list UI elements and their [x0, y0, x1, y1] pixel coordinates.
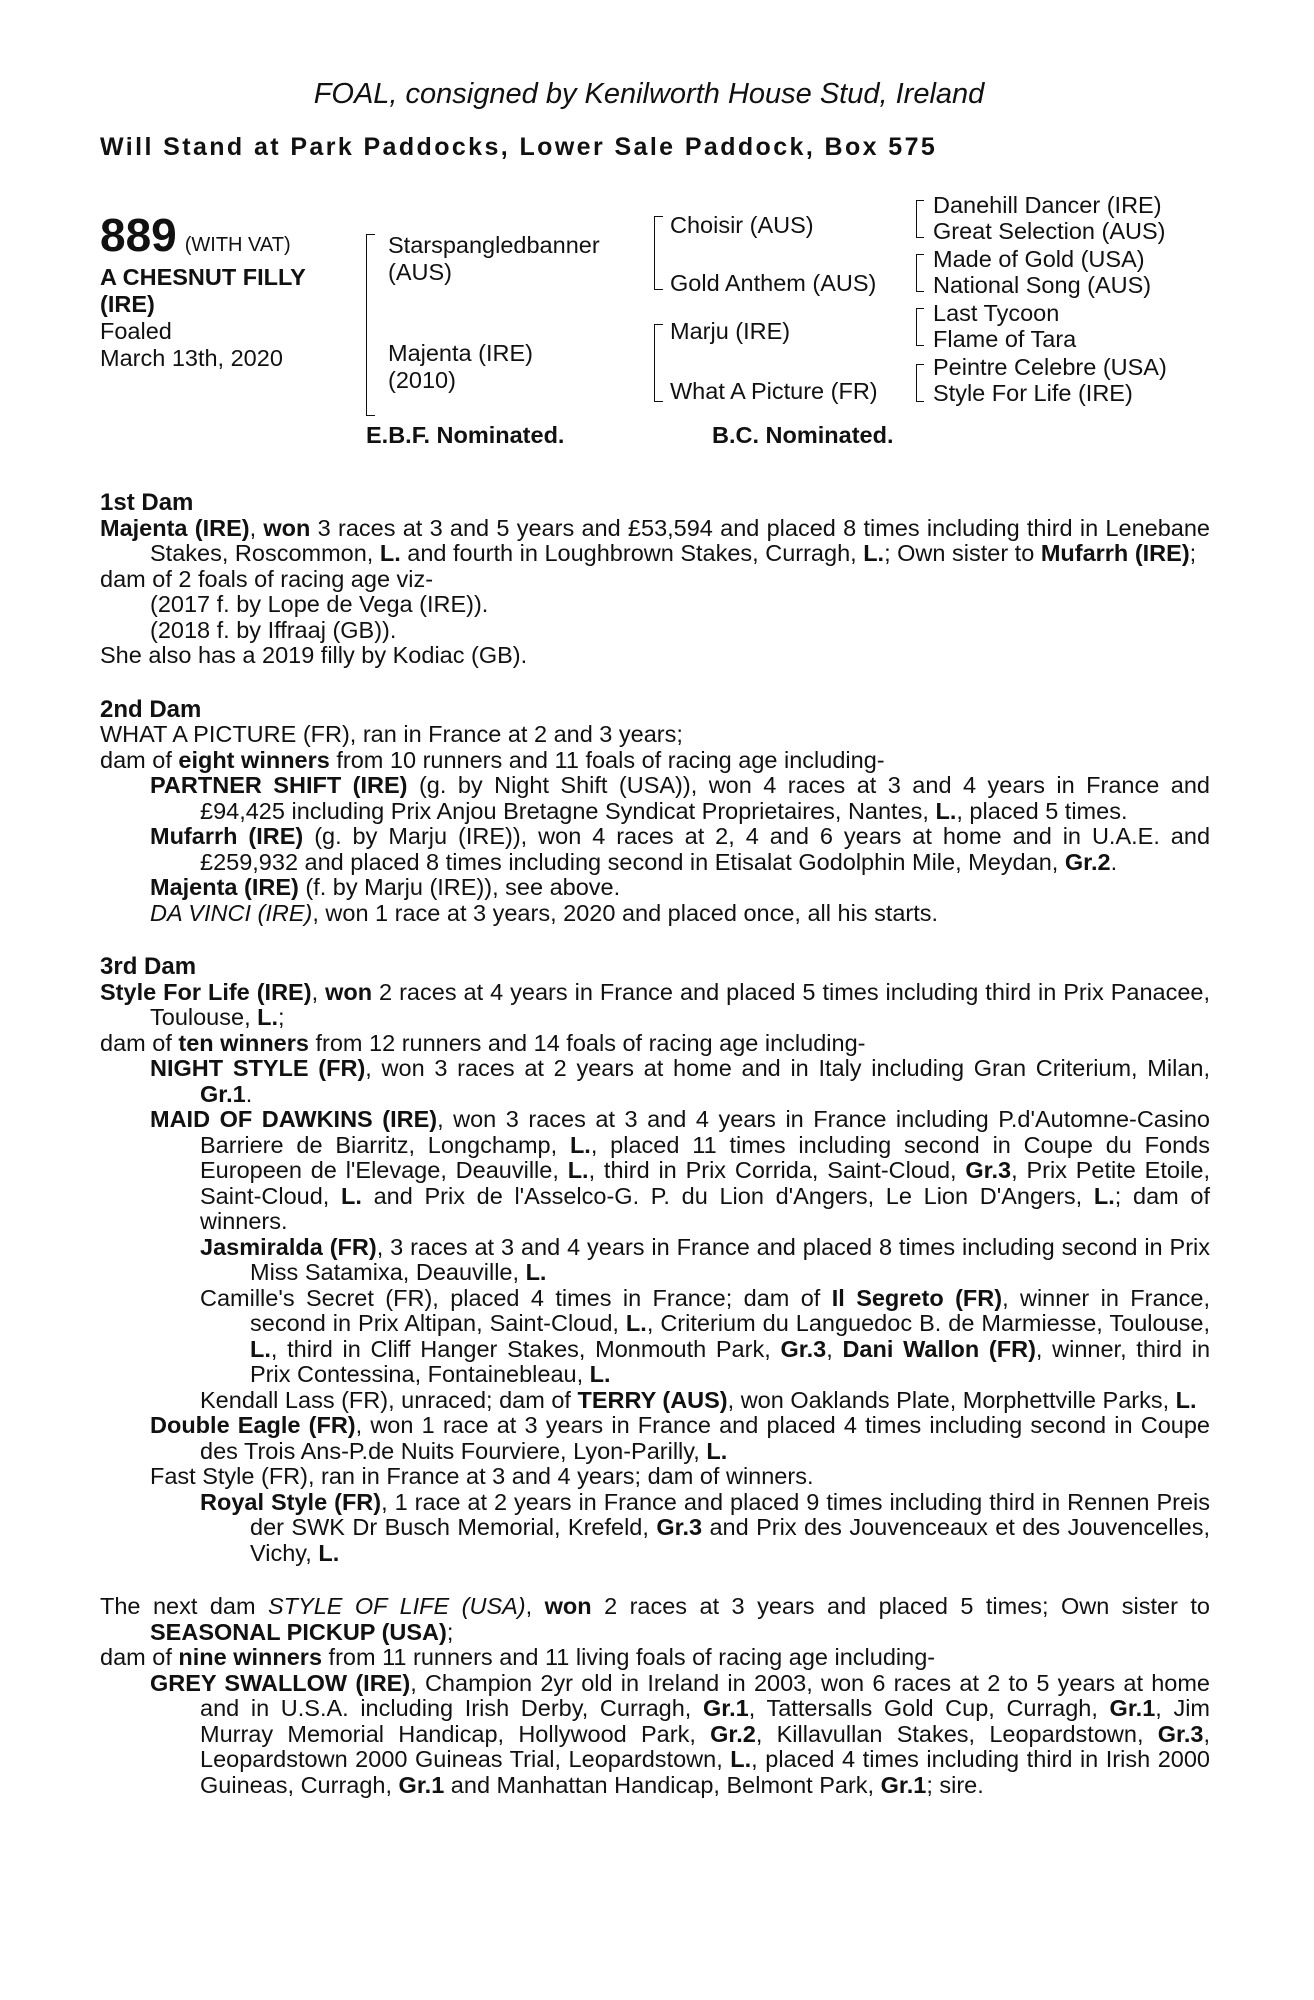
text-run: Camille's Secret (FR), placed 4 times in France; dam of [200, 1284, 832, 1311]
text-run: , [525, 1593, 545, 1619]
first-dam-section [100, 490, 1210, 669]
text-run: , Champion 2yr old in Ireland in 2003, won 6 races at 2 to 5 years at home and in U.S.A. including Irish Derby, Curragh, [200, 1669, 1210, 1721]
lot-number: 889 [100, 209, 177, 261]
text-run: Il Segreto (FR) [831, 1284, 1003, 1311]
third-dam-record [100, 980, 1210, 1031]
third-dam-produce [100, 1031, 1210, 1057]
text-run: ; sire. [926, 1771, 984, 1798]
first-dam-foal-2018: (2018 f. by Iffraaj (GB)). [150, 616, 397, 643]
produce-royal-style [100, 1490, 1210, 1567]
text-run: Mufarrh (IRE) [1040, 540, 1190, 566]
text-run: NIGHT STYLE (FR) [150, 1055, 366, 1081]
text-run: L. [250, 1335, 271, 1362]
text-run: Gr.3 [780, 1335, 827, 1362]
first-dam-foal-2017: (2017 f. by Lope de Vega (IRE)). [150, 591, 489, 617]
first-dam-title: 1st Dam [100, 489, 194, 516]
text-run: , placed 11 times including second in Coupe du Fonds Europeen de l'Elevage, Deauville, [200, 1131, 1210, 1183]
pedigree-brace-sire [654, 216, 663, 290]
text-run: L. [379, 540, 401, 566]
text-run: , won 3 races at 2 years at home and in Italy including Gran Criterium, Milan, [365, 1055, 1210, 1081]
text-run: and Manhattan Handicap, Belmont Park, [444, 1771, 881, 1798]
text-run: . [1110, 848, 1118, 875]
text-run: The next dam [100, 1593, 268, 1619]
text-run: dam of [100, 746, 179, 773]
consignor-heading: FOAL, consigned by Kenilworth House Stud, Ireland [313, 78, 985, 110]
pedigree-brace-sd [916, 254, 924, 292]
text-run: and fourth in Loughbrown Stakes, Curragh, [400, 540, 864, 566]
text-run: , [311, 978, 326, 1005]
first-dam-record [100, 516, 1210, 567]
text-run: 2 races at 3 years and placed 5 times; Own sister to [591, 1593, 1210, 1619]
dam-year: (2010) [388, 367, 456, 393]
text-run: ; [446, 1618, 454, 1645]
text-run: , Prix Petite Etoile, Saint-Cloud, [200, 1157, 1210, 1209]
text-run: , [826, 1335, 843, 1362]
produce-double-eagle [100, 1413, 1210, 1464]
text-run: Mufarrh (IRE) [150, 823, 304, 849]
sire-dam-dam: National Song (AUS) [933, 272, 1152, 298]
text-run: DA VINCI (IRE) [150, 899, 313, 926]
text-run: , Killavullan Stakes, Leopardstown, [755, 1720, 1158, 1747]
text-run: Gr.1 [702, 1695, 749, 1721]
text-run: MAID OF DAWKINS (IRE) [150, 1106, 438, 1132]
text-run: L. [863, 540, 885, 566]
text-run: , won 1 race at 3 years, 2020 and placed once, all his starts. [312, 899, 939, 926]
first-dam-foals: dam of 2 foals of racing age viz- [100, 565, 434, 592]
text-run: L. [567, 1157, 589, 1183]
text-run: L. [257, 1004, 279, 1030]
dam-dam-dam: Style For Life (IRE) [933, 380, 1133, 406]
text-run: , winner, third in Prix Contessina, Fontainebleau, [250, 1335, 1211, 1387]
text-run: dam of [100, 1644, 179, 1670]
text-run: GREY SWALLOW (IRE) [150, 1669, 411, 1696]
text-run: L. [935, 797, 957, 824]
pedigree-brace-dam [654, 324, 663, 402]
second-dam-record: WHAT A PICTURE (FR), ran in France at 2 and 3 years; [100, 721, 683, 747]
first-dam-note: She also has a 2019 filly by Kodiac (GB). [100, 642, 528, 668]
text-run: , Tattersalls Gold Cup, Curragh, [748, 1695, 1110, 1721]
text-run: L. [341, 1182, 362, 1209]
third-dam-title: 3rd Dam [100, 953, 197, 980]
lot-name-line1: A CHESNUT FILLY [100, 264, 306, 290]
text-run: won [325, 978, 373, 1005]
produce-kendall-lass [100, 1388, 1210, 1414]
text-run: eight winners [178, 746, 330, 773]
text-run: L. [730, 1746, 752, 1772]
text-run: , 3 races at 3 and 4 years in France and placed 8 times including second in Prix Miss Satamixa, Deauville, [250, 1233, 1210, 1285]
pedigree-brace-dd [916, 364, 924, 402]
sire-dam-sire: Made of Gold (USA) [933, 246, 1145, 272]
produce-grey-swallow [100, 1671, 1210, 1799]
text-run: Gr.1 [1109, 1695, 1156, 1721]
dam-sire-sire: Last Tycoon [933, 300, 1060, 326]
produce-majenta [100, 875, 1210, 901]
ebf-nominated: E.B.F. Nominated. [366, 422, 565, 448]
catalogue-page [100, 78, 1210, 1798]
third-dam-section [100, 954, 1210, 1566]
pedigree-brace-ss [916, 200, 924, 238]
text-run: won [263, 514, 311, 541]
text-run: Kendall Lass (FR), unraced; dam of [200, 1386, 578, 1413]
dam-dam: What A Picture (FR) [670, 378, 878, 404]
text-run: . [245, 1080, 253, 1107]
produce-mufarrh [100, 824, 1210, 875]
pedigree-block [100, 192, 1210, 462]
text-run: Gr.2 [710, 1720, 756, 1747]
text-run: ten winners [178, 1029, 309, 1056]
next-dam-section [100, 1594, 1210, 1798]
produce-jasmiralda [100, 1235, 1210, 1286]
text-run: Jasmiralda (FR) [200, 1233, 377, 1260]
text-run: STYLE OF LIFE (USA) [268, 1593, 526, 1619]
dam-sire-dam: Flame of Tara [933, 326, 1077, 352]
text-run: , won 3 races at 3 and 4 years in France including P.d'Automne-Casino Barriere de Biarritz, Longchamp, [200, 1106, 1210, 1158]
text-run: Gr.1 [880, 1771, 927, 1798]
second-dam-section [100, 697, 1210, 927]
text-run: Style For Life (IRE) [100, 978, 312, 1005]
text-run: TERRY (AUS) [577, 1386, 728, 1413]
text-run: , placed 4 times including third in Irish 2000 Guineas, Curragh, [200, 1746, 1211, 1798]
text-run: , [249, 514, 264, 541]
sire-sire: Choisir (AUS) [670, 212, 814, 238]
text-run: Majenta (IRE) [150, 874, 299, 900]
text-run: Gr.3 [1157, 1720, 1204, 1747]
pedigree-brace-ds [916, 308, 924, 346]
text-run: Double Eagle (FR) [150, 1412, 356, 1438]
text-run: (g. by Marju (IRE)), won 4 races at 2, 4 and 6 years at home and in U.A.E. and £259,932 and placed 8 times including second in Etisalat Godolphin Mile, Meydan, [200, 823, 1211, 875]
text-run: , won Oaklands Plate, Morphettville Parks, [727, 1386, 1176, 1413]
text-run: PARTNER SHIFT (IRE) [150, 772, 408, 798]
text-run: nine winners [178, 1644, 323, 1670]
text-run: dam of [100, 1029, 179, 1056]
second-dam-title: 2nd Dam [100, 695, 202, 723]
text-run: Gr.1 [398, 1771, 445, 1798]
text-run: from 10 runners and 11 foals of racing age including- [329, 746, 885, 773]
lot-name-line2: (IRE) [100, 291, 155, 317]
text-run: , Leopardstown 2000 Guineas Trial, Leopardstown, [200, 1720, 1210, 1772]
text-run: ; dam of winners. [200, 1182, 1210, 1234]
lot-number-line [100, 209, 291, 261]
text-run: 2 races at 4 years in France and placed 5 times including third in Prix Panacee, Toulouse, [150, 978, 1211, 1030]
lot-vat: (WITH VAT) [184, 234, 291, 256]
foaled-label: Foaled [100, 318, 172, 344]
text-run: from 12 runners and 14 foals of racing age including- [308, 1029, 866, 1056]
text-run: L. [569, 1131, 591, 1158]
text-run: won [544, 1593, 592, 1619]
dam-name: Majenta (IRE) [388, 340, 533, 366]
venue-line: Will Stand at Park Paddocks, Lower Sale Paddock, Box 575 [100, 133, 938, 161]
produce-fast-style: Fast Style (FR), ran in France at 3 and 4 years; dam of winners. [150, 1463, 814, 1489]
text-run: Majenta (IRE) [100, 514, 250, 541]
dam-dam-sire: Peintre Celebre (USA) [933, 354, 1167, 380]
text-run: L. [1093, 1182, 1115, 1209]
text-run: and Prix de l'Asselco-G. P. du Lion d'Angers, Le Lion D'Angers, [361, 1182, 1094, 1209]
sire-country: (AUS) [388, 259, 452, 285]
text-run: , third in Cliff Hanger Stakes, Monmouth Park, [270, 1335, 781, 1362]
text-run: SEASONAL PICKUP (USA) [150, 1618, 447, 1645]
text-run: Gr.3 [656, 1514, 703, 1540]
text-run: , won 1 race at 3 years in France and placed 4 times including second in Coupe des Trois Ans-P.de Nuits Fourviere, Lyon-Parilly, [200, 1412, 1210, 1464]
text-run: Gr.2 [1064, 848, 1111, 875]
text-run: L. [525, 1259, 547, 1285]
text-run: ; Own sister to [884, 540, 1041, 566]
text-run: , 1 race at 2 years in France and placed 9 times including third in Rennen Preis der SWK Dr Busch Memorial, Krefeld, [250, 1488, 1210, 1540]
text-run: , placed 5 times. [956, 797, 1128, 824]
pedigree-brace-main [366, 234, 375, 416]
produce-night-style [100, 1056, 1210, 1107]
text-run: , Criterium du Languedoc B. de Marmiesse, Toulouse, [646, 1310, 1210, 1336]
text-run: Dani Wallon (FR) [842, 1335, 1036, 1362]
foaled-date: March 13th, 2020 [100, 345, 283, 371]
sire-sire-dam: Great Selection (AUS) [933, 218, 1166, 244]
next-dam-record [100, 1594, 1210, 1645]
text-run: L. [1175, 1386, 1197, 1413]
text-run: (g. by Night Shift (USA)), won 4 races at 3 and 4 years in France and £94,425 including Prix Anjou Bretagne Syndicat Proprietaires, Nantes, [200, 772, 1210, 824]
produce-camilles-secret [100, 1286, 1210, 1388]
text-run: Royal Style (FR) [200, 1488, 382, 1515]
text-run: L. [706, 1437, 728, 1464]
text-run: ; [1189, 540, 1197, 566]
text-run: ; [278, 1004, 285, 1030]
text-run: , Jim Murray Memorial Handicap, Hollywood Park, [200, 1695, 1211, 1747]
produce-partner-shift [100, 773, 1210, 824]
dam-sire: Marju (IRE) [670, 318, 791, 344]
text-run: from 11 runners and 11 living foals of racing age including- [322, 1644, 936, 1670]
bc-nominated: B.C. Nominated. [712, 422, 894, 448]
text-run: L. [318, 1539, 340, 1566]
text-run: L. [625, 1310, 647, 1336]
text-run: , third in Prix Corrida, Saint-Cloud, [588, 1157, 966, 1183]
next-dam-produce [100, 1645, 1210, 1671]
text-run: and Prix des Jouvenceaux et des Jouvencelles, Vichy, [250, 1514, 1210, 1566]
text-run: , winner in France, second in Prix Altipan, Saint-Cloud, [250, 1284, 1210, 1336]
text-run: Gr.3 [965, 1157, 1012, 1183]
produce-da-vinci [100, 901, 1210, 927]
text-run: L. [589, 1361, 611, 1387]
sire-dam: Gold Anthem (AUS) [670, 270, 877, 296]
sire-name: Starspangledbanner [388, 232, 600, 258]
text-run: (f. by Marju (IRE)), see above. [298, 874, 621, 900]
text-run: 3 races at 3 and 5 years and £53,594 and placed 8 times including third in Lenebane Stakes, Roscommon, [150, 514, 1210, 566]
text-run: Gr.1 [200, 1080, 246, 1107]
sire-sire-sire: Danehill Dancer (IRE) [933, 192, 1162, 218]
second-dam-produce [100, 748, 1210, 774]
produce-maid-of-dawkins [100, 1107, 1210, 1235]
